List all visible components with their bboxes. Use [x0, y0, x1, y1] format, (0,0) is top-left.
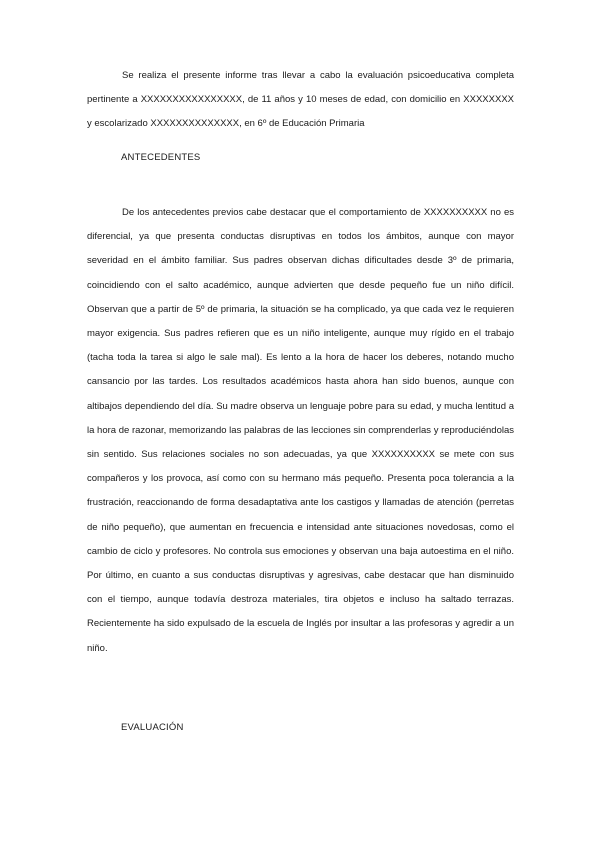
- intro-paragraph: Se realiza el presente informe tras llevar a cabo la evaluación psicoeducativa completa pertinente a XXXXXXXXXXXXXXXX, de 11 años y 10 meses de edad, con domicilio en XXXXXXXX y escolarizado XXXXXXXXXXXXXX, en 6º de Educación Primaria: [87, 70, 514, 130]
- section-heading-antecedentes: ANTECEDENTES: [121, 152, 201, 163]
- antecedentes-paragraph: De los antecedentes previos cabe destacar que el comportamiento de XXXXXXXXXX no es diferencial, ya que presenta conductas disruptivas en todos los ámbitos, aunque con mayor severidad en el ámbito familiar. Sus padres observan dichas dificultades desde 3º de primaria, coincidiendo con el salto académico, aunque advierten que desde pequeño fue un niño difícil. Observan que a partir de 5º de primaria, la situación se ha complicado, ya que cada vez le requieren mayor exigencia. Sus padres refieren que es un niño inteligente, aunque muy rígido en el trabajo (tacha toda la tarea si algo le sale mal). Es lento a la hora de hacer los deberes, notando mucho cansancio por las tardes. Los resultados académicos hasta ahora han sido buenos, aunque con altibajos dependiendo del día. Su madre observa un lenguaje pobre para su edad, y mucha lentitud a la hora de razonar, memorizando las palabras de las lecciones sin comprenderlas y reproduciéndolas sin sentido. Sus relaciones sociales no son adecuadas, ya que XXXXXXXXXX se mete con sus compañeros y los provoca, así como con su hermano más pequeño. Presenta poca tolerancia a la frustración, reaccionando de forma desadaptativa ante los castigos y llamadas de atención (perretas de niño pequeño), que aumentan en frecuencia e intensidad ante situaciones novedosas, como el cambio de ciclo y profesores. No controla sus emociones y observan una baja autoestima en el niño. Por último, en cuanto a sus conductas disruptivas y agresivas, cabe destacar que han disminuido con el tiempo, aunque todavía destroza materiales, tira objetos e incluso ha saltado terrazas. Recientemente ha sido expulsado de la escuela de Inglés por insultar a las profesoras y agredir a un niño.: [87, 207, 514, 654]
- section-heading-evaluacion: EVALUACIÓN: [121, 722, 184, 733]
